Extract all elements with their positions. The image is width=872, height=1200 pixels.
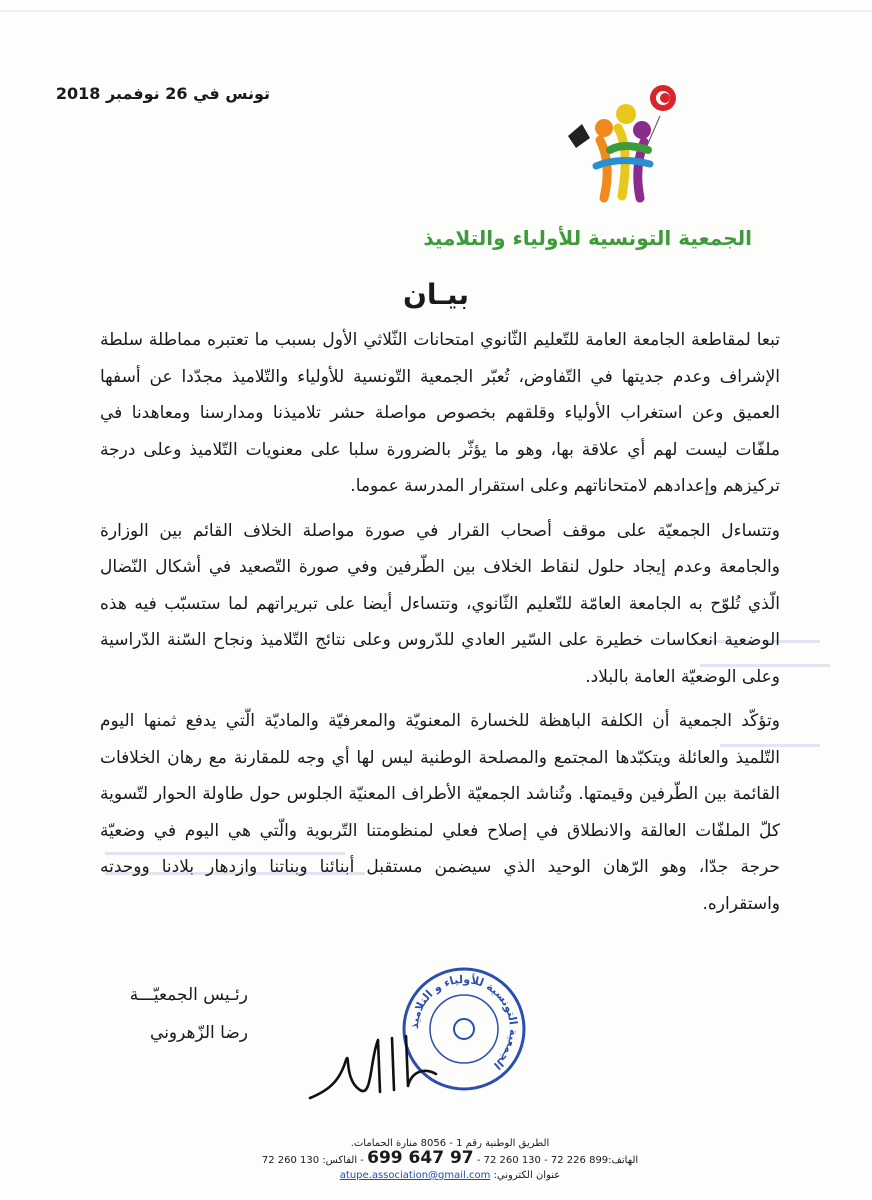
footer-phone-row: [220, 1148, 680, 1168]
phone-mobile: 97 647 699: [367, 1148, 474, 1168]
email-link[interactable]: atupe.association@gmail.com: [339, 1170, 491, 1181]
organization-name: الجمعية التونسية للأولياء والتلاميذ: [423, 226, 752, 250]
phone-label: الهاتف:: [608, 1155, 639, 1166]
handwritten-signature: [300, 1020, 450, 1110]
document-title: بيـان: [403, 278, 469, 311]
phone-numbers: 899 226 72 - 130 260 72 -: [476, 1155, 609, 1166]
document-date: تونس في 26 نوفمبر 2018: [55, 84, 270, 103]
signatory-name: رضا الزّهروني: [150, 1023, 248, 1043]
scan-edge-line: [0, 10, 872, 12]
fax-number: 130 260 72: [261, 1155, 320, 1166]
signatory-title: رئـيس الجمعيّـــة: [129, 985, 248, 1005]
body-paragraph-1: تبعا لمقاطعة الجامعة العامة للتّعليم الثّانوي امتحانات الثّلاثي الأول بسبب ما تعتبره مماطلة سلطة الإشراف وعدم جديتها في التّفاوض، تُعبّر الجمعية التّونسية للأولياء والتّلاميذ مجدّدا عن أسفها العميق وعن استغراب الأولياء وقلقهم بخصوص مواصلة حشر تلاميذنا ومدارسنا ومعاهدنا في ملفّات ليست لهم أي علاقة بها، وهو ما يؤثّر بالضرورة سلبا على معنويات التّلاميذ وعلى درجة تركيزهم وإعدادهم لامتحاناتهم وعلى استقرار المدرسة عموما.: [100, 330, 780, 496]
association-logo: [560, 78, 685, 208]
email-label: عنوان الكتروني:: [493, 1170, 561, 1181]
stamp-text: الجمعية التونسية للأولياء و التلاميذ: [407, 972, 521, 1073]
document-body: [100, 322, 780, 930]
footer-email-row: [220, 1168, 680, 1183]
fax-label: - الفاكس:: [322, 1155, 364, 1166]
body-paragraph-3: وتؤكّد الجمعية أن الكلفة الباهظة للخسارة المعنويّة والمعرفيّة والماديّة الّتي يدفع ثمنها اليوم التّلميذ والعائلة ويتكبّدها المجتمع والمصلحة الوطنية ليس لها أي وجه للمقارنة مع رهان الخلافات القائمة بين الطّرفين وقيمتها. وتُناشد الجمعيّة الأطراف المعنيّة الجلوس حول طاولة الحوار لتّسوية كلّ الملفّات العالقة والانطلاق في إصلاح فعلي لمنظومتنا التّربوية والّتي هي اليوم في وضعيّة حرجة جدّا، وهو الرّهان الوحيد الذي سيضمن مستقبل أبنائنا وبناتنا وازدهار بلادنا ووحدته واستقراره.: [100, 711, 780, 914]
document-footer: [220, 1136, 680, 1183]
footer-address: الطريق الوطنية رقم 1 - 8056 منارة الحمامات.: [350, 1138, 550, 1149]
body-paragraph-2: وتتساءل الجمعيّة على موقف أصحاب القرار في صورة مواصلة الخلاف القائم بين الوزارة والجامعة وعدم إيجاد حلول لنقاط الخلاف بين الطّرفين وفي صورة التّصعيد في أشكال النّضال الّذي تُلوّح به الجامعة العامّة للتّعليم الثّانوي، وتتساءل أيضا على تبريراتهم لما ستسبّب فيه هذه الوضعية انعكاسات خطيرة على السّير العادي للدّروس وعلى نتائج التّلاميذ ونجاح السّنة الدّراسية وعلى الوضعيّة العامة بالبلاد.: [100, 520, 780, 687]
